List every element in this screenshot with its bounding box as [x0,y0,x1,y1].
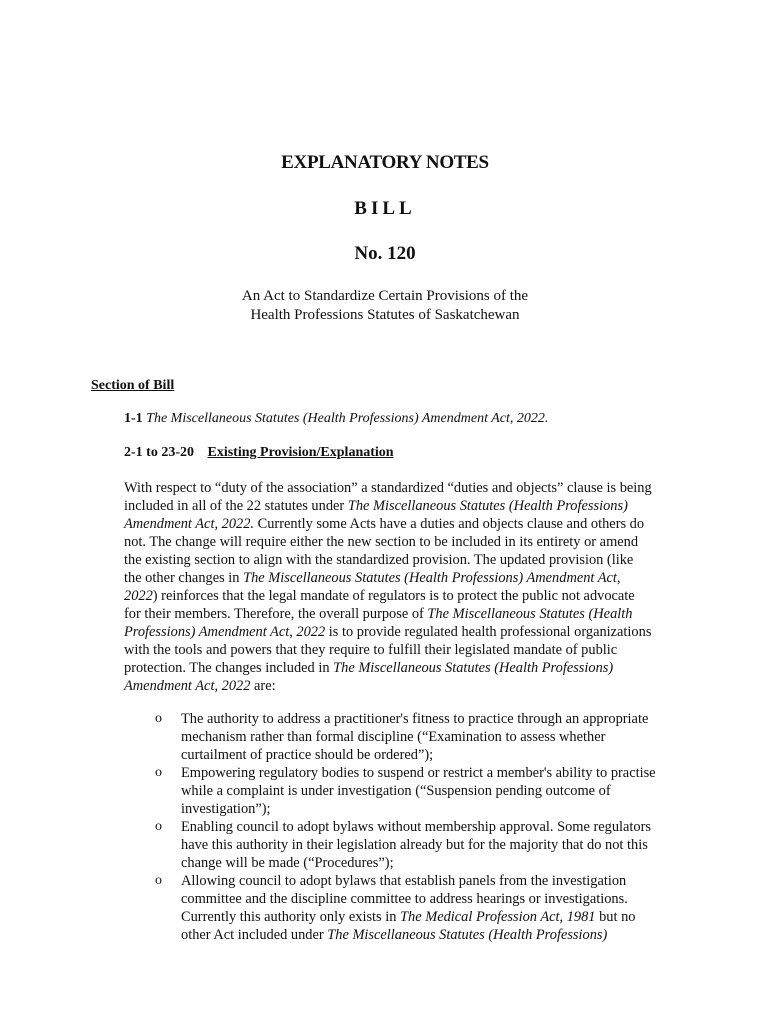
paragraph-line [124,515,684,533]
list-item [155,818,695,872]
list-item-line [181,872,695,890]
text-run: Currently this authority only exists in [181,909,401,925]
paragraph-line [124,587,684,605]
text-run: included in all of the 22 statutes under [124,498,348,514]
italic-text: Amendment Act, 2022 [124,678,251,694]
bill-number: No. 120 [354,243,416,264]
bullet-icon: o [155,765,162,780]
text-run: Enabling council to adopt bylaws without membership approval. Some regulators [181,819,652,835]
paragraph-line [124,533,684,551]
text-run: not. The change will require either the new section to be included in its entirety or amend [124,534,639,550]
text-run: for their members. Therefore, the overall purpose of [124,606,428,622]
list-item-line [181,926,695,944]
paragraph-line [124,659,684,677]
text-run: investigation”); [181,801,271,817]
text-run: protection. The changes included in [124,660,334,676]
bullet-icon: o [155,819,162,834]
text-run: while a complaint is under investigation (“Suspension pending outcome of [181,783,611,799]
text-run: the existing section to align with the standardized provision. The updated provision (like [124,552,634,568]
text-run: change will be made (“Procedures”); [181,855,394,871]
list-item-line [181,890,695,908]
text-run: the other changes in [124,570,244,586]
list-item [155,872,695,944]
italic-text: The Medical Profession Act, 1981 [400,909,596,925]
subtitle-line: Health Professions Statutes of Saskatchewan [250,307,520,323]
subtitle-line: An Act to Standardize Certain Provisions of the [241,288,529,304]
text-run: ) reinforces that the legal mandate of regulators is to protect the public not advocate [152,588,635,604]
text-run: is to provide regulated health professional organizations [325,624,652,640]
italic-text: 2022 [124,588,153,604]
text-run: are: [250,678,276,694]
text-run: committee and the discipline committee to address hearings or investigations. [181,891,628,907]
paragraph-line [124,605,684,623]
list-item-line [181,710,695,728]
text-run: curtailment of practice should be ordered”); [181,747,434,763]
list-item [155,710,695,764]
list-item-line [181,836,695,854]
bullet-icon: o [155,873,162,888]
text-run: The authority to address a practitioner's fitness to practice through an appropriate [181,711,649,727]
paragraph-line [124,641,684,659]
section-text: Existing Provision/Explanation [207,445,394,460]
italic-text: The Miscellaneous Statutes (Health [427,606,633,622]
list-item-line [181,818,695,836]
bill-label: BILL [354,198,416,219]
section-row [124,411,548,427]
italic-text: Amendment Act, 2022. [124,516,255,532]
list-item-line [181,782,695,800]
list-item-line [181,764,695,782]
text-run: have this authority in their legislation already but for the majority that do not this [181,837,648,853]
text-run: Allowing council to adopt bylaws that establish panels from the investigation [181,873,627,889]
paragraph-line [124,551,684,569]
list-item [155,764,695,818]
text-run: Empowering regulatory bodies to suspend or restrict a member's ability to practise [181,765,656,781]
italic-text: The Miscellaneous Statutes (Health Professions) [327,927,608,943]
paragraph-line [124,497,684,515]
bullet-icon: o [155,711,162,726]
list-item-line [181,728,695,746]
paragraph-line [124,623,684,641]
italic-text: The Miscellaneous Statutes (Health Professions) Amendment Act, [243,570,621,586]
explanation-paragraph [124,479,684,695]
paragraph-line [124,677,684,695]
list-item-line [181,800,695,818]
text-run: mechanism rather than formal discipline (“Examination to assess whether [181,729,606,745]
list-item-line [181,854,695,872]
list-item-line [181,908,695,926]
page-title: EXPLANATORY NOTES [281,152,489,173]
text-run: other Act included under [181,927,328,943]
section-number: 2-1 to 23-20 [124,445,194,460]
italic-text: The Miscellaneous Statutes (Health Professions) [347,498,628,514]
list-item-line [181,746,695,764]
paragraph-line [124,569,684,587]
italic-text: Professions) Amendment Act, 2022 [124,624,326,640]
section-text: The Miscellaneous Statutes (Health Professions) Amendment Act, 2022. [146,411,549,426]
section-heading: Section of Bill [91,378,175,393]
changes-list [155,710,695,944]
text-run: but no [595,909,636,925]
text-run: With respect to “duty of the association” a standardized “duties and objects” clause is being [124,480,652,496]
section-row [124,445,394,461]
text-run: with the tools and powers that they require to fulfill their legislated mandate of public [124,642,618,658]
italic-text: The Miscellaneous Statutes (Health Professions) [333,660,614,676]
act-subtitle [0,287,770,325]
text-run: Currently some Acts have a duties and objects clause and others do [254,516,645,532]
paragraph-line [124,479,684,497]
section-number: 1-1 [124,411,143,426]
